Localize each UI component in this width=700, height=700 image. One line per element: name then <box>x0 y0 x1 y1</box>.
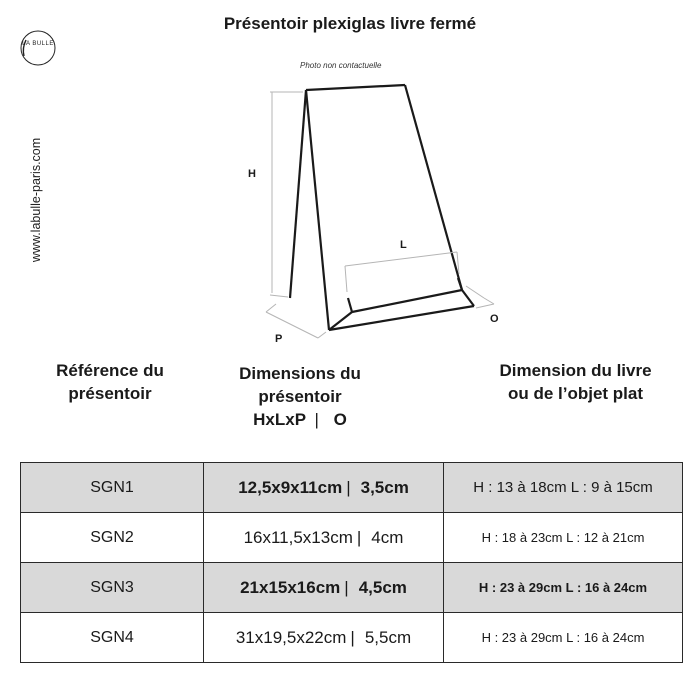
table-row <box>21 463 683 513</box>
book-dimension-header <box>468 359 683 405</box>
header-separator: | <box>314 410 319 429</box>
dims-cell <box>204 613 444 663</box>
dimensions-header <box>205 362 395 431</box>
value-separator: | <box>350 627 355 647</box>
table-row <box>21 613 683 663</box>
opening-value: 5,5cm <box>364 627 412 647</box>
dimension-guides <box>266 92 494 338</box>
dims-cell <box>204 563 444 613</box>
reference-header-line-2: présentoir <box>68 384 152 403</box>
table-row <box>21 513 683 563</box>
dimensions-header-line-1: Dimensions du <box>239 364 361 383</box>
book-cell: H : 13 à 18cm L : 9 à 15cm <box>444 463 683 513</box>
opening-header: O <box>333 410 347 429</box>
depth-label: P <box>275 333 283 345</box>
photo-disclaimer: Photo non contactuelle <box>300 61 382 70</box>
hlp-value: 31x19,5x22cm <box>235 627 347 647</box>
ref-cell: SGN2 <box>21 513 204 563</box>
value-separator: | <box>346 477 351 497</box>
reference-header-line-1: Référence du <box>56 361 164 380</box>
book-cell: H : 23 à 29cm L : 16 à 24cm <box>444 563 683 613</box>
page-title: Présentoir plexiglas livre fermé <box>223 14 477 33</box>
logo-text: LA BULLE <box>22 41 54 47</box>
book-cell: H : 23 à 29cm L : 16 à 24cm <box>444 613 683 663</box>
opening-label: O <box>490 313 499 325</box>
dims-cell <box>204 463 444 513</box>
ref-cell: SGN3 <box>21 563 204 613</box>
opening-value: 4,5cm <box>358 577 407 597</box>
value-separator: | <box>356 527 362 547</box>
website-url: www.labulle-paris.com <box>29 137 43 263</box>
dims-cell <box>204 513 444 563</box>
hlp-value: 12,5x9x11cm <box>238 477 343 497</box>
book-header-line-1: Dimension du livre <box>499 361 652 380</box>
ref-cell: SGN1 <box>21 463 204 513</box>
hlp-header: HxLxP <box>253 410 306 429</box>
dimensions-header-line-3 <box>205 408 395 431</box>
table-row <box>21 563 683 613</box>
opening-value: 4cm <box>371 527 404 547</box>
hlp-value: 21x15x16cm <box>240 577 341 597</box>
ref-cell: SGN4 <box>21 613 204 663</box>
opening-value: 3,5cm <box>360 477 409 497</box>
dimensions-header-line-2: présentoir <box>258 387 342 406</box>
hlp-value: 16x11,5x13cm <box>243 527 353 547</box>
book-header-line-2: ou de l’objet plat <box>507 384 644 403</box>
spec-table <box>20 462 683 663</box>
length-label: L <box>400 239 407 251</box>
book-cell: H : 18 à 23cm L : 12 à 21cm <box>444 513 683 563</box>
value-separator: | <box>344 577 349 597</box>
reference-header <box>20 359 200 405</box>
stand-outline <box>290 85 474 330</box>
height-label: H <box>248 168 256 180</box>
